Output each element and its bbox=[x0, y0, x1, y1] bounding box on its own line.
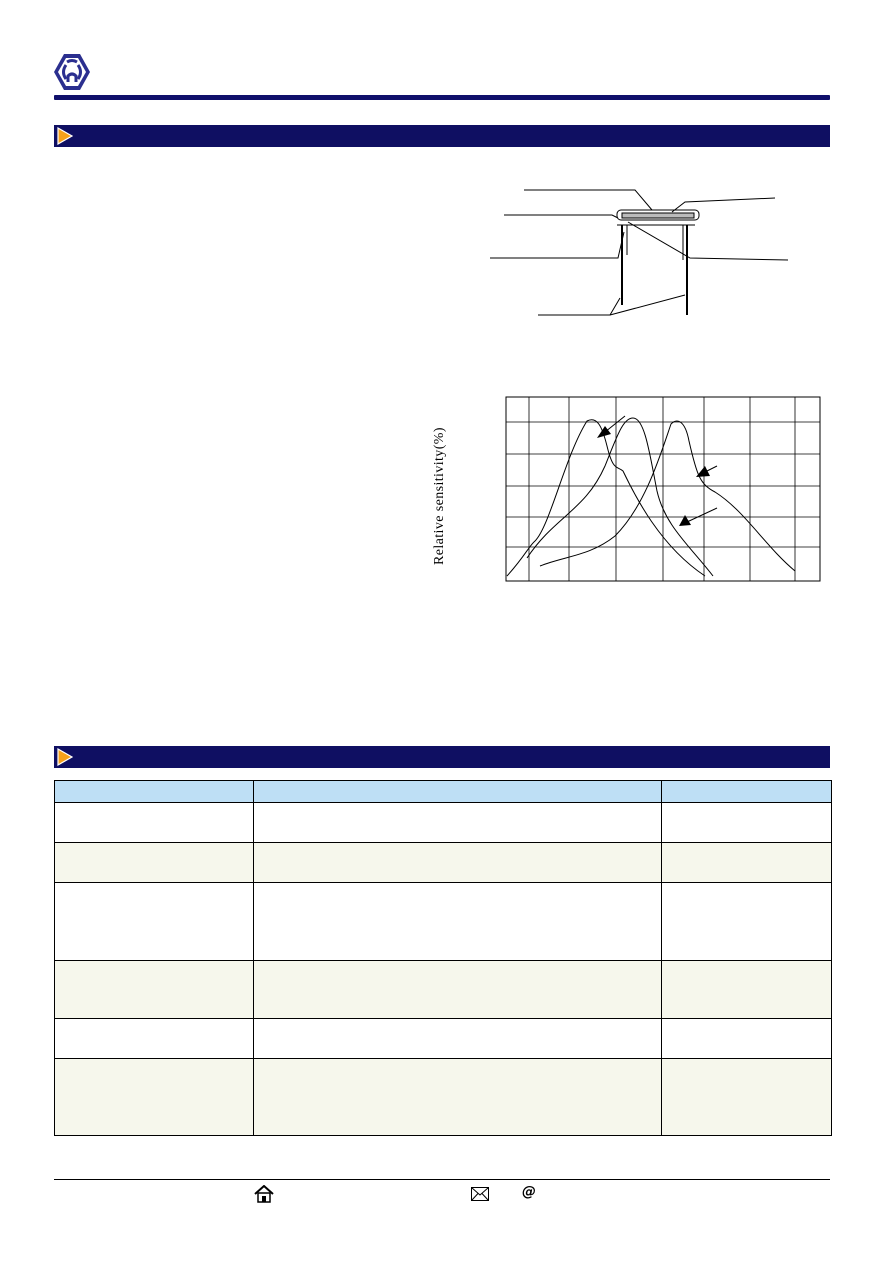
chart-y-axis-label: Relative sensitivity(%) bbox=[432, 427, 447, 565]
table-row bbox=[55, 961, 832, 1019]
table-header-cell bbox=[254, 781, 662, 803]
mail-icon[interactable] bbox=[471, 1187, 489, 1201]
section-header-2 bbox=[54, 746, 830, 768]
table-row bbox=[55, 883, 832, 961]
play-arrow-icon bbox=[57, 127, 73, 145]
header-rule bbox=[54, 95, 830, 100]
construction-diagram bbox=[480, 180, 800, 320]
table-header-cell bbox=[662, 781, 832, 803]
play-arrow-icon bbox=[57, 748, 73, 766]
chart-series-line bbox=[540, 421, 795, 571]
table-row bbox=[55, 1019, 832, 1059]
home-icon[interactable] bbox=[254, 1185, 274, 1203]
table-row bbox=[55, 843, 832, 883]
table-header-cell bbox=[55, 781, 254, 803]
table-row bbox=[55, 1059, 832, 1136]
chart-annotation-arrowhead bbox=[696, 466, 710, 477]
table-row bbox=[55, 803, 832, 843]
section-header-1 bbox=[54, 125, 830, 147]
table-header-row bbox=[55, 781, 832, 803]
spectral-sensitivity-chart bbox=[505, 396, 821, 582]
chart-annotation-arrow bbox=[687, 508, 717, 522]
specification-table bbox=[54, 780, 832, 1136]
footer-rule bbox=[54, 1179, 830, 1180]
chart-series-line bbox=[507, 420, 705, 576]
chart-annotation-arrow bbox=[605, 416, 625, 432]
company-logo bbox=[52, 52, 92, 92]
at-icon[interactable]: @ bbox=[522, 1184, 536, 1200]
